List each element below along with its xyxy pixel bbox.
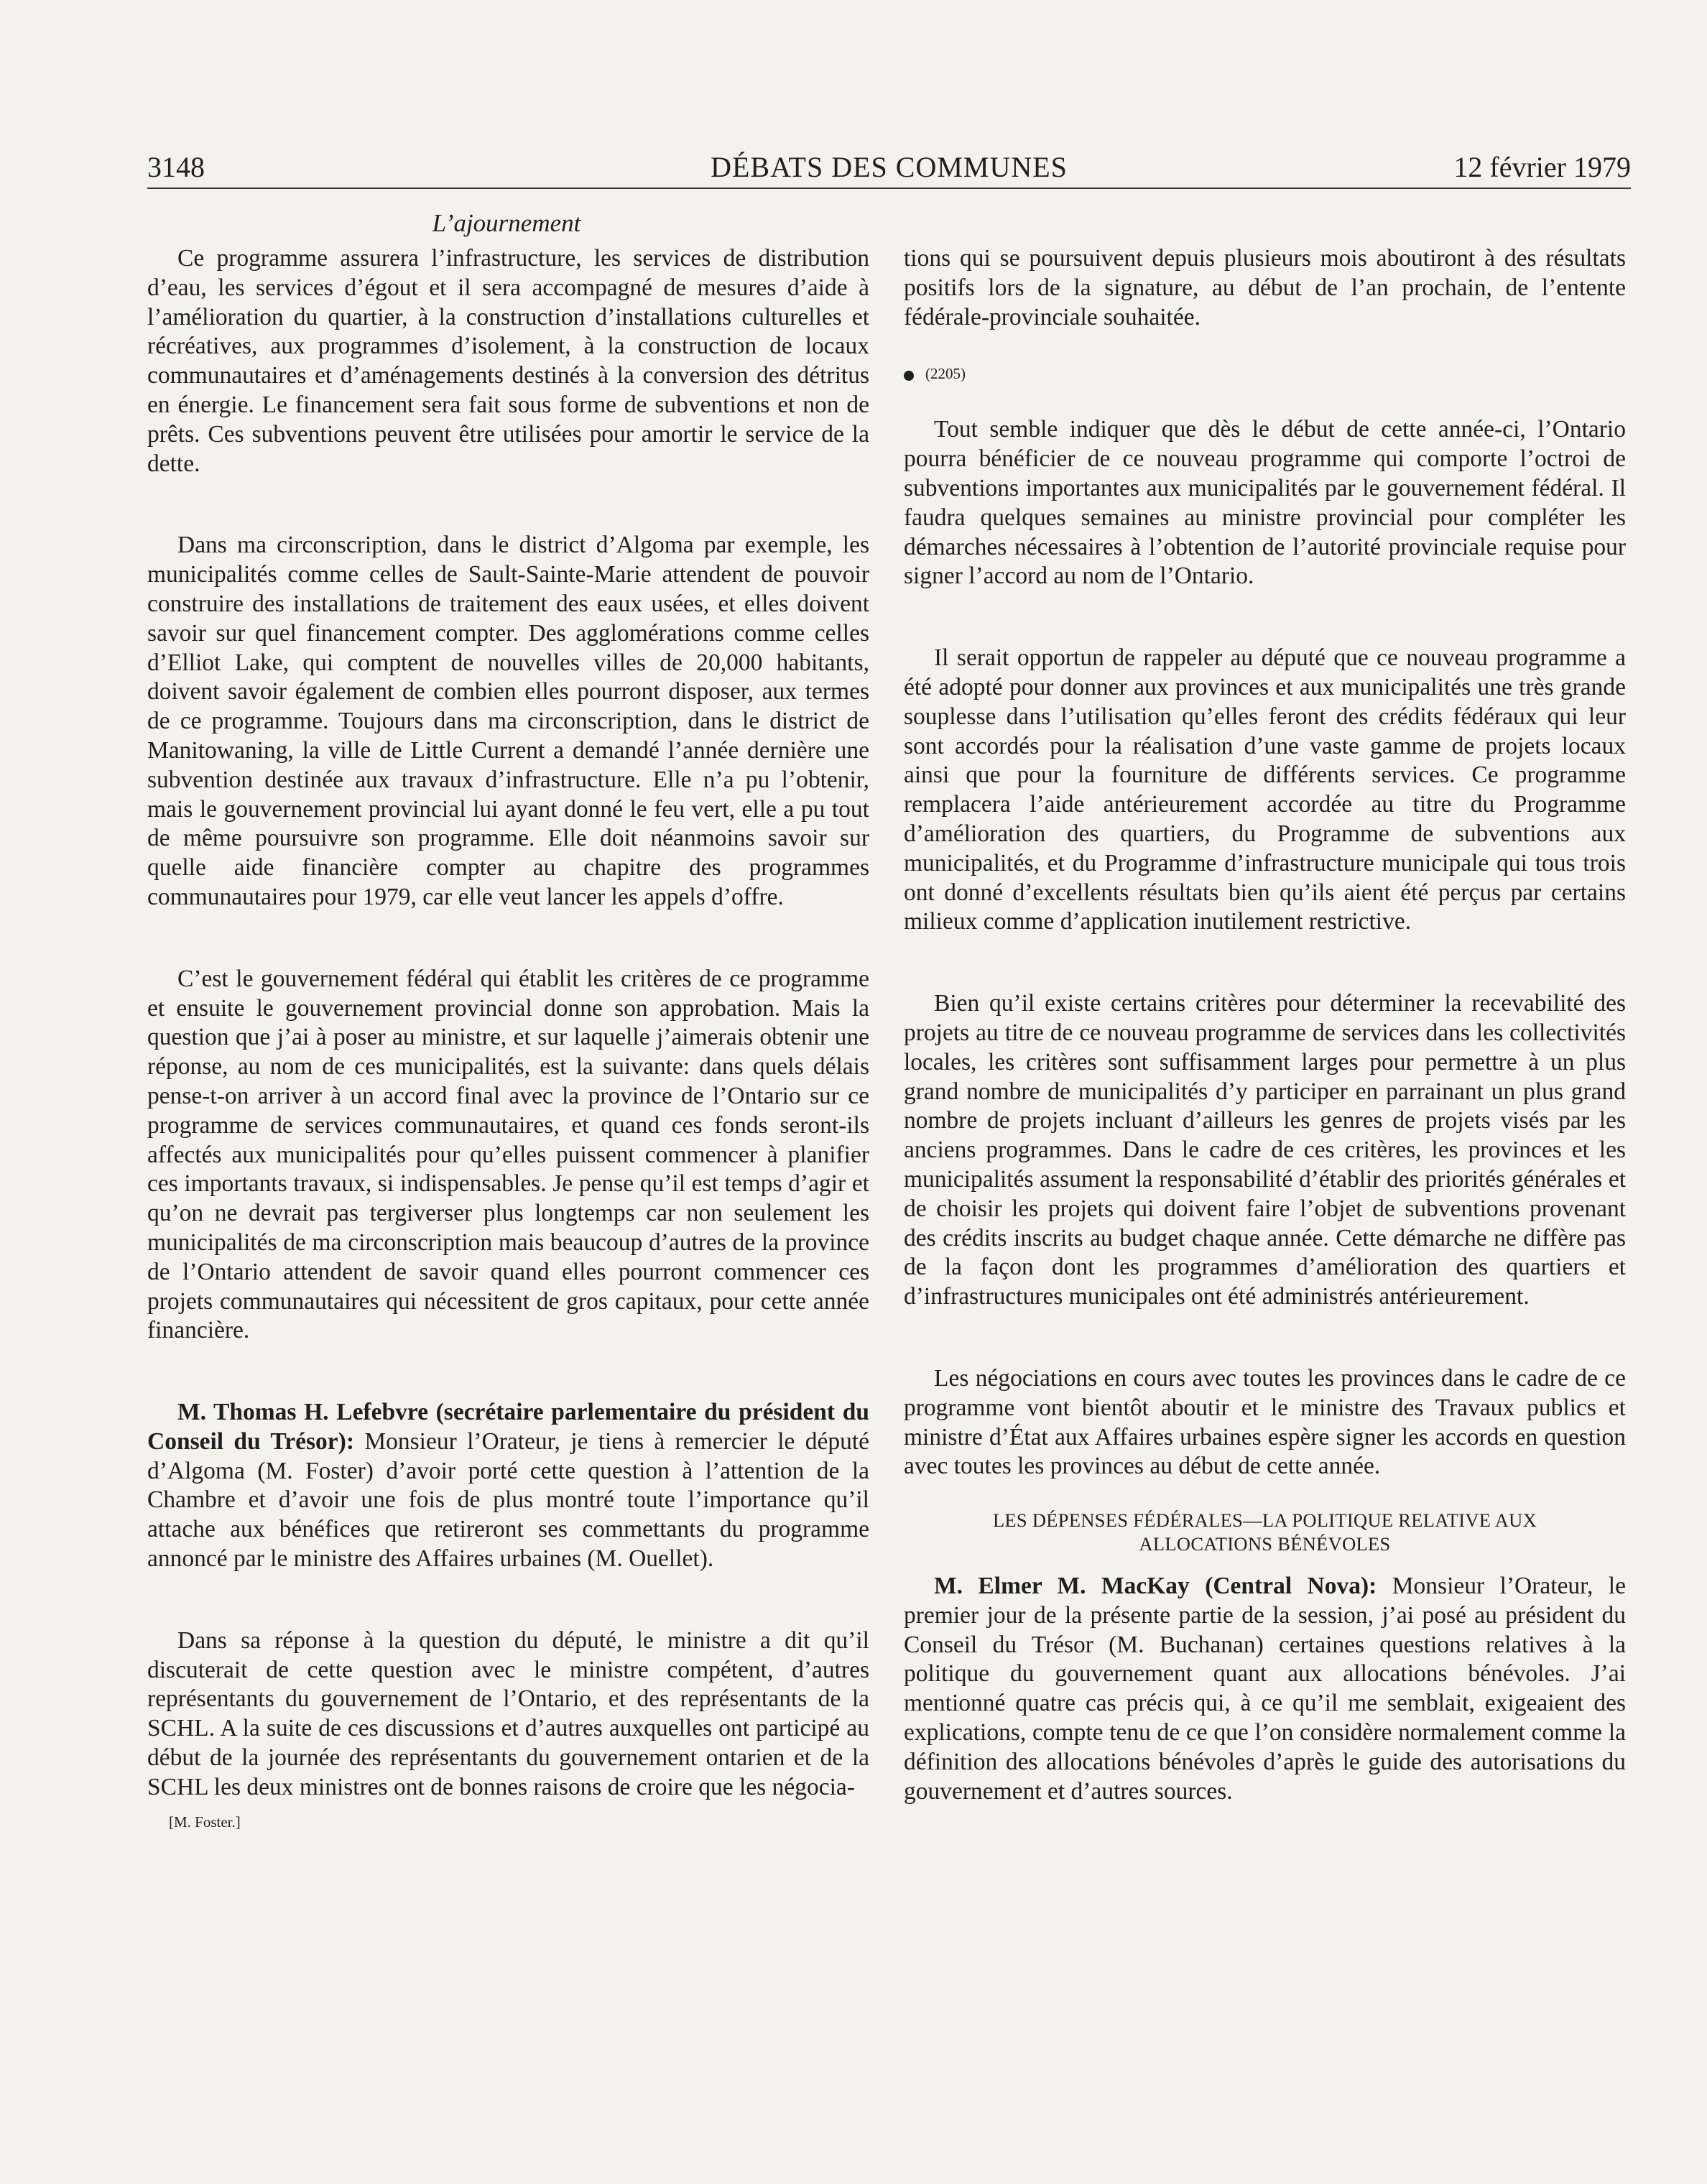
page-date: 12 février 1979 <box>1453 151 1631 183</box>
section-subhead: L’ajournement <box>432 209 581 237</box>
right-column <box>904 244 1626 2083</box>
section-title <box>904 1509 1626 1556</box>
speaker-paragraph <box>904 1572 1626 1806</box>
time-marker-label: (2205) <box>925 365 966 383</box>
paragraph: Il serait opportun de rappeler au député que ce nouveau programme a été adopté pour donner aux provinces et aux municipalités une très grande souplesse dans l’utilisation qu’elles feront des crédits fédéraux qui leur sont accordés pour la réalisation d’une vaste gamme de projets locaux ainsi que pour la fourniture de différents services. Ce programme remplacera l’aide antérieurement accordée au titre du Programme d’amélioration des quartiers, du Programme de subventions aux municipalités, et du Programme d’infrastructure municipale qui tous trois ont donné d’excellents résultats bien qu’ils aient été perçus par certains milieux comme d’application inutilement restrictive. <box>904 644 1626 935</box>
footer-note: [M. Foster.] <box>169 1813 241 1831</box>
paragraph: Les négociations en cours avec toutes les provinces dans le cadre de ce programme vont bientôt aboutir et le ministre des Travaux publics et ministre d’État aux Affaires urbaines espère signer les accords en question avec toutes les provinces au début de cette année. <box>904 1364 1626 1480</box>
bullet-icon <box>904 371 914 381</box>
speech-text: Monsieur l’Orateur, je tiens à remercier le député d’Algoma (M. Foster) d’avoir porté cette question à l’attention de la Chambre et d’avoir une fois de plus montré toute l’importance qu’il attache aux bénéfices que retireront ses commettants du programme annoncé par le ministre des Affaires urbaines (M. Ouellet). <box>147 1428 869 1573</box>
paragraph: C’est le gouvernement fédéral qui établit les critères de ce programme et ensuite le gouvernement provincial donne son approbation. Mais la question que j’ai à poser au ministre, et sur laquelle j’aimerais obtenir une réponse, au nom de ces municipalités, est la suivante: dans quels délais pense-t-on arriver à un accord final avec la province de l’Ontario sur ce programme de services communautaires, et quand ces fonds seront-ils affectés aux municipalités pour qu’elles puissent commencer à planifier ces importants travaux, si indispensables. Je pense qu’il est temps d’agir et qu’on ne devrait pas tergiverser plus longtemps car non seulement les municipalités de ma circonscription mais beaucoup d’autres de la province de l’Ontario attendent de savoir quand elles pourront commencer ces projets communautaires qui nécessitent de gros capitaux, pour cette année financière. <box>147 965 869 1344</box>
section-title-line: ALLOCATIONS BÉNÉVOLES <box>1139 1533 1391 1555</box>
paragraph: Dans ma circonscription, dans le district d’Algoma par exemple, les municipalités comme celles de Sault-Sainte-Marie attendent de pouvoir construire des installations de traitement des eaux usées, et elles doivent savoir sur quel financement compter. Des agglomérations comme celles d’Elliot Lake, qui comptent de nouvelles villes de 20,000 habitants, doivent savoir également de combien elles pourront disposer, aux termes de ce programme. Toujours dans ma circonscription, dans le district de Manitowaning, la ville de Little Current a demandé l’année dernière une subvention destinée aux travaux d’infrastructure. Elle n’a pu l’obtenir, mais le gouvernement provincial lui ayant donné le feu vert, elle a pu tout de même poursuivre son programme. Elle doit néanmoins savoir sur quelle aide financière compter au chapitre des programmes communautaires pour 1979, car elle veut lancer les appels d’offre. <box>147 532 869 910</box>
time-marker <box>904 359 1626 388</box>
paragraph: tions qui se poursuivent depuis plusieurs mois aboutiront à des résultats positifs lors de la signature, au début de l’an prochain, de l’entente fédérale-provinciale souhaitée. <box>904 245 1626 330</box>
speaker-paragraph <box>147 1398 869 1574</box>
section-title-line: LES DÉPENSES FÉDÉRALES—LA POLITIQUE RELATIVE AUX <box>992 1509 1537 1532</box>
speech-text: Monsieur l’Orateur, le premier jour de la présente partie de la session, j’ai posé au président du Conseil du Trésor (M. Buchanan) certaines questions relatives à la politique du gouvernement quant aux allocations bénévoles. J’ai mentionné quatre cas précis qui, à ce qu’il me semblait, exigeaient des explications, compte tenu de ce que l’on considère normalement comme la définition des allocations bénévoles d’après le guide des autorisations du gouvernement et d’autres sources. <box>904 1573 1626 1805</box>
publication-title: DÉBATS DES COMMUNES <box>711 151 1068 183</box>
speaker-name: M. Thomas H. Lefebvre (secrétaire parlementaire du président du Conseil du Trésor): <box>147 1399 869 1455</box>
left-column <box>147 244 869 2083</box>
page-number: 3148 <box>147 151 205 183</box>
paragraph: Tout semble indiquer que dès le début de cette année-ci, l’Ontario pourra bénéficier de ce nouveau programme qui comporte l’octroi de subventions importantes aux municipalités par le gouvernement fédéral. Il faudra quelques semaines au ministre provincial pour compléter les démarches nécessaires à l’obtention de l’autorité provinciale requise pour signer l’accord au nom de l’Ontario. <box>904 416 1626 590</box>
paragraph: Ce programme assurera l’infrastructure, les services de distribution d’eau, les services d’égout et il sera accompagné de mesures d’aide à l’amélioration du quartier, à la construction d’installations culturelles et récréatives, aux programmes d’isolement, à la construction de locaux communautaires et d’aménagements destinés à la conversion des détritus en énergie. Le financement sera fait sous forme de subventions et non de prêts. Ces subventions peuvent être utilisées pour amortir le service de la dette. <box>147 245 869 477</box>
paragraph: Dans sa réponse à la question du député, le ministre a dit qu’il discuterait de cette question avec le ministre compétent, d’autres représentants du gouvernement de l’Ontario, et des représentants de la SCHL. A la suite de ces discussions et d’autres auxquelles ont participé au début de la journée des représentants du gouvernement ontarien et de la SCHL les deux ministres ont de bonnes raisons de croire que les négocia- <box>147 1627 869 1800</box>
speaker-name: M. Elmer M. MacKay (Central Nova): <box>934 1573 1377 1600</box>
page-header <box>147 147 1631 189</box>
paragraph: Bien qu’il existe certains critères pour déterminer la recevabilité des projets au titre de ce nouveau programme de services dans les collectivités locales, les critères sont suffisamment larges pour permettre à un plus grand nombre de municipalités d’y participer en parrainant un plus grand nombre de projets incluant d’ailleurs les genres de projets visés par les anciens programmes. Dans le cadre de ces critères, les provinces et les municipalités assument la responsabilité d’établir des priorités générales et de choisir les projets qui doivent faire l’objet de subventions provenant des crédits inscrits au budget chaque année. Cette démarche ne diffère pas de la façon dont les programmes d’amélioration des quartiers et d’infrastructures municipales ont été administrés antérieurement. <box>904 990 1626 1310</box>
